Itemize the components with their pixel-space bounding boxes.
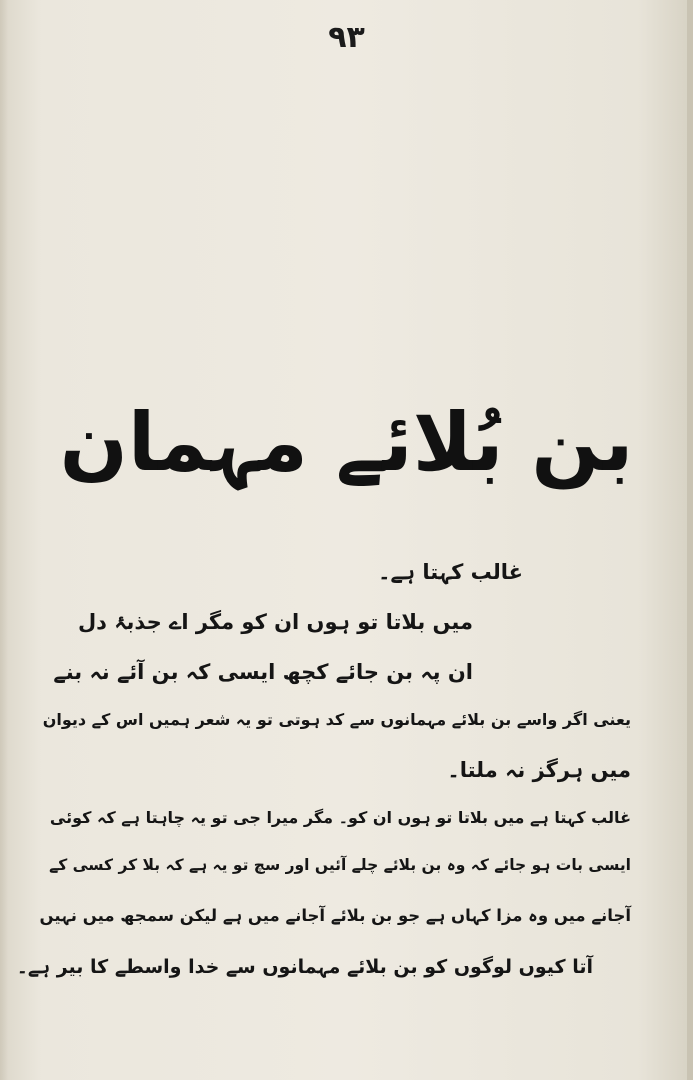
text-line-intro: غالب کہتا ہے۔: [378, 560, 523, 584]
verse-line-2: ان پہ بن جائے کچھ ایسی کہ بن آئے نہ بنے: [53, 660, 473, 684]
text-line-4: یعنی اگر واسے بن بلائے مہمانوں سے کد ہوتی تو یہ شعر ہمیں اس کے دیوان: [42, 710, 631, 729]
chapter-title: بن بُلائے مہمان: [59, 396, 634, 489]
text-line-9: آتا کیوں لوگوں کو بن بلائے مہمانوں سے خدا واسطے کا بیر ہے۔: [16, 956, 593, 978]
text-line-6: غالب کہتا ہے میں بلاتا تو ہوں ان کو۔ مگر میرا جی تو یہ چاہتا ہے کہ کوئی: [49, 808, 631, 827]
page-gutter-shadow: [0, 0, 8, 1080]
text-line-5: میں ہرگز نہ ملتا۔: [447, 758, 631, 782]
verse-line-1: میں بلاتا تو ہوں ان کو مگر اے جذبۂ دل: [77, 610, 473, 634]
page-edge: [687, 0, 693, 1080]
text-line-7: ایسی بات ہو جائے کہ وہ بن بلائے چلے آئیں اور سچ تو یہ ہے کہ بلا کر کسی کے: [49, 856, 631, 874]
text-line-8: آجانے میں وہ مزا کہاں ہے جو بن بلائے آجانے میں ہے لیکن سمجھ میں نہیں: [39, 906, 631, 925]
page-number: ۹۳: [328, 20, 365, 55]
